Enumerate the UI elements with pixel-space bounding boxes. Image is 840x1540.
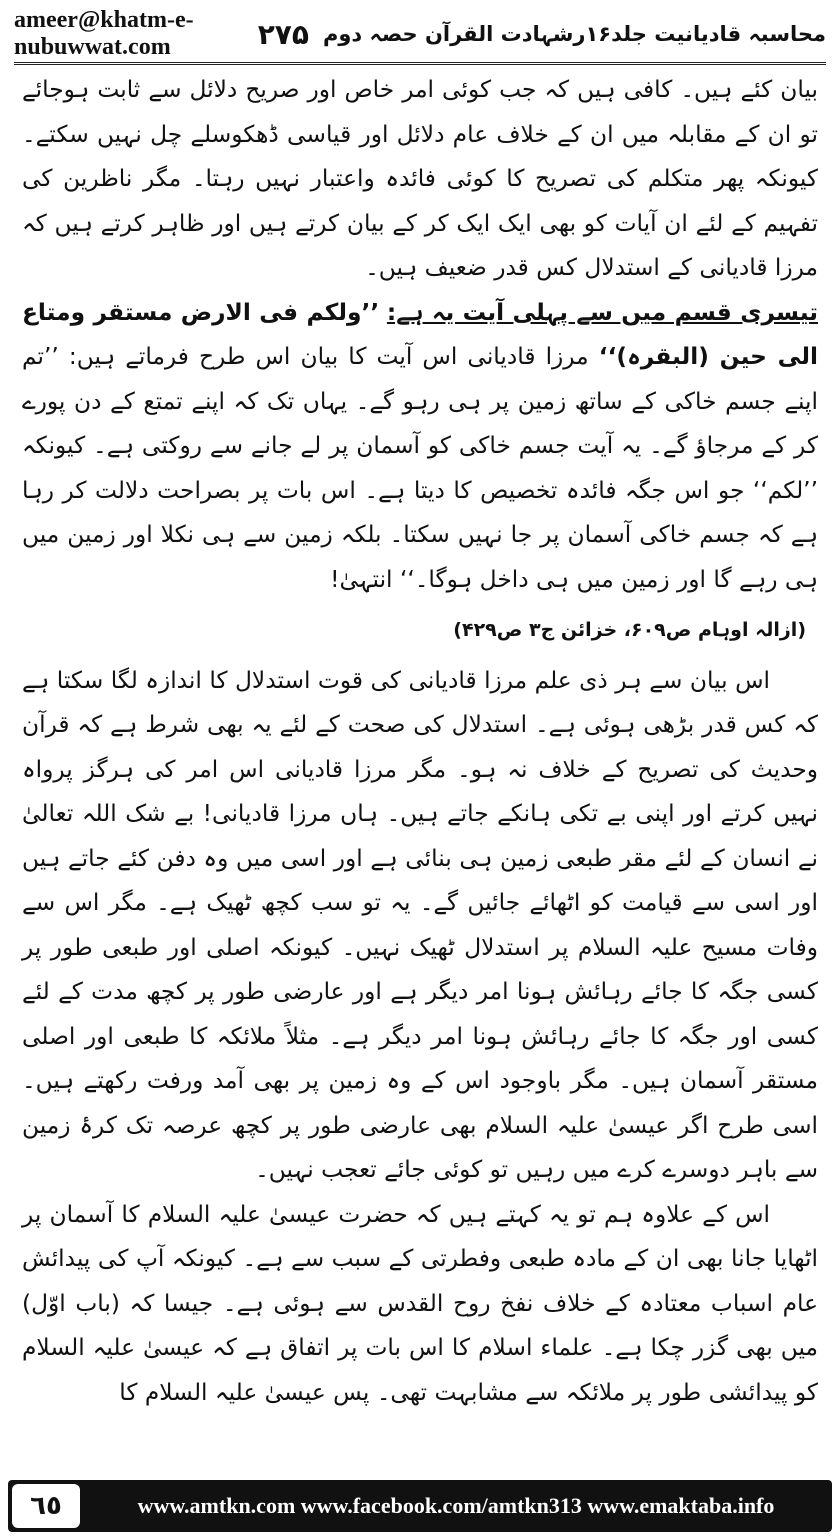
- header-page-number: ۲۷۵: [257, 17, 309, 51]
- page-body: [22, 68, 818, 1470]
- footer-website-links: www.amtkn.com www.facebook.com/amtkn313 www.emaktaba.info: [137, 1493, 775, 1518]
- page-footer: [8, 1480, 832, 1532]
- quran-verse: ’’ولکم فی الارض مستقر ومتاع الی حین (البقرہ)‘‘: [22, 298, 818, 370]
- paragraph-1: بیان کئے ہیں۔ کافی ہیں کہ جب کوئی امر خاص اور صریح دلائل سے ثابت ہوجائے تو ان کے مقابلہ میں ان کے خلاف عام دلائل اور قیاسی ڈھکوسلے چل نہیں سکتے۔ کیونکہ پھر متکلم کی تصریح کا کوئی فائدہ واعتبار نہیں رہتا۔ مگر ناظرین کی تفہیم کے لئے ان آیات کو بھی ایک ایک کر کے بیان کرتے ہیں اور ظاہر کرتے ہیں کہ مرزا قادیانی کے استدلال کس قدر ضعیف ہیں۔: [22, 76, 818, 281]
- reference-citation: (ازالہ اوہام ص۶۰۹، خزائن ج۳ ص۴۲۹): [453, 619, 806, 641]
- verse-heading: تیسری قسم میں سے پہلی آیت یہ ہے:: [386, 298, 819, 326]
- footer-page-number: ٦٥: [12, 1484, 80, 1528]
- paragraph-2: اس بیان سے ہر ذی علم مرزا قادیانی کی قوت استدلال کا اندازہ لگا سکتا ہے کہ کس قدر بڑھی ہوئی ہے۔ استدلال کی صحت کے لئے یہ بھی شرط ہے کہ قرآن وحدیث کی تصریح کے خلاف نہ ہو۔ مگر مرزا قادیانی اس امر کی ہرگز پرواہ نہیں کرتے اور اپنی بے تکی ہانکے جاتے ہیں۔ ہاں مرزا قادیانی! بے شک اللہ تعالیٰ نے انسان کے لئے مقر طبعی زمین ہی بنائی ہے اور اسی میں وہ دفن کئے جاتے ہیں اور اسی سے قیامت کو اٹھائے جائیں گے۔ یہ تو سب کچھ ٹھیک ہے۔ مگر اس سے وفات مسیح علیہ السلام پر استدلال ٹھیک نہیں۔ کیونکہ اصلی اور طبعی طور پر کسی جگہ کا جائے رہائش ہونا امر دیگر ہے اور عارضی طور پر کچھ مدت کے لئے کسی اور جگہ کا جائے رہائش ہونا امر دیگر ہے۔ مثلاً ملائکہ کا طبعی اور اصلی مستقر آسمان ہیں۔ مگر باوجود اس کے وہ زمین پر بھی آمد ورفت رکھتے ہیں۔ اسی طرح اگر عیسیٰ علیہ السلام بھی عارضی طور پر کچھ عرصہ تک کرۂ زمین سے باہر دوسرے کرے میں رہیں تو کوئی جائے تعجب نہیں۔: [22, 666, 818, 1183]
- header-email: ameer@khatm-e-nubuwwat.com: [14, 7, 194, 60]
- verse-commentary: مرزا قادیانی اس آیت کا بیان اس طرح فرماتے ہیں: ’’تم اپنے جسم خاکی کے ساتھ زمین پر ہی رہو گے۔ یہاں تک کہ اپنے تمتع کے دن پورے کر کے مرجاؤ گے۔ یہ آیت جسم خاکی کو آسمان پر لے جانے سے روکتی ہے۔ کیونکہ ’’لکم‘‘ جو اس جگہ فائدہ تخصیص کا دیتا ہے۔ اس بات پر بصراحت دلالت کر رہا ہے کہ جسم خاکی آسمان پر جا نہیں سکتا۔ بلکہ زمین سے ہی نکلا اور زمین میں ہی رہے گا اور زمین میں ہی داخل ہوگا۔‘‘ انتہیٰ!: [22, 343, 818, 593]
- paragraph-3: اس کے علاوہ ہم تو یہ کہتے ہیں کہ حضرت عیسیٰ علیہ السلام کا آسمان پر اٹھایا جانا بھی ان کے مادہ طبعی وفطرتی کے سبب سے ہے۔ کیونکہ آپ کی پیدائش عام اسباب معتادہ کے خلاف نفخ روح القدس سے ہوئی ہے۔ جیسا کہ (باب اوّل) میں بھی گزر چکا ہے۔ علماء اسلام کا اس بات پر اتفاق ہے کہ عیسیٰ علیہ السلام کو پیدائشی طور پر ملائکہ سے مشابہت تھی۔ پس عیسیٰ علیہ السلام کا: [22, 1200, 818, 1406]
- verse-paragraph: [22, 291, 818, 603]
- header-book-title: محاسبہ قادیانیت جلد۱۶رشہادت القرآن حصہ دوم: [322, 22, 826, 46]
- page-header: [14, 6, 826, 65]
